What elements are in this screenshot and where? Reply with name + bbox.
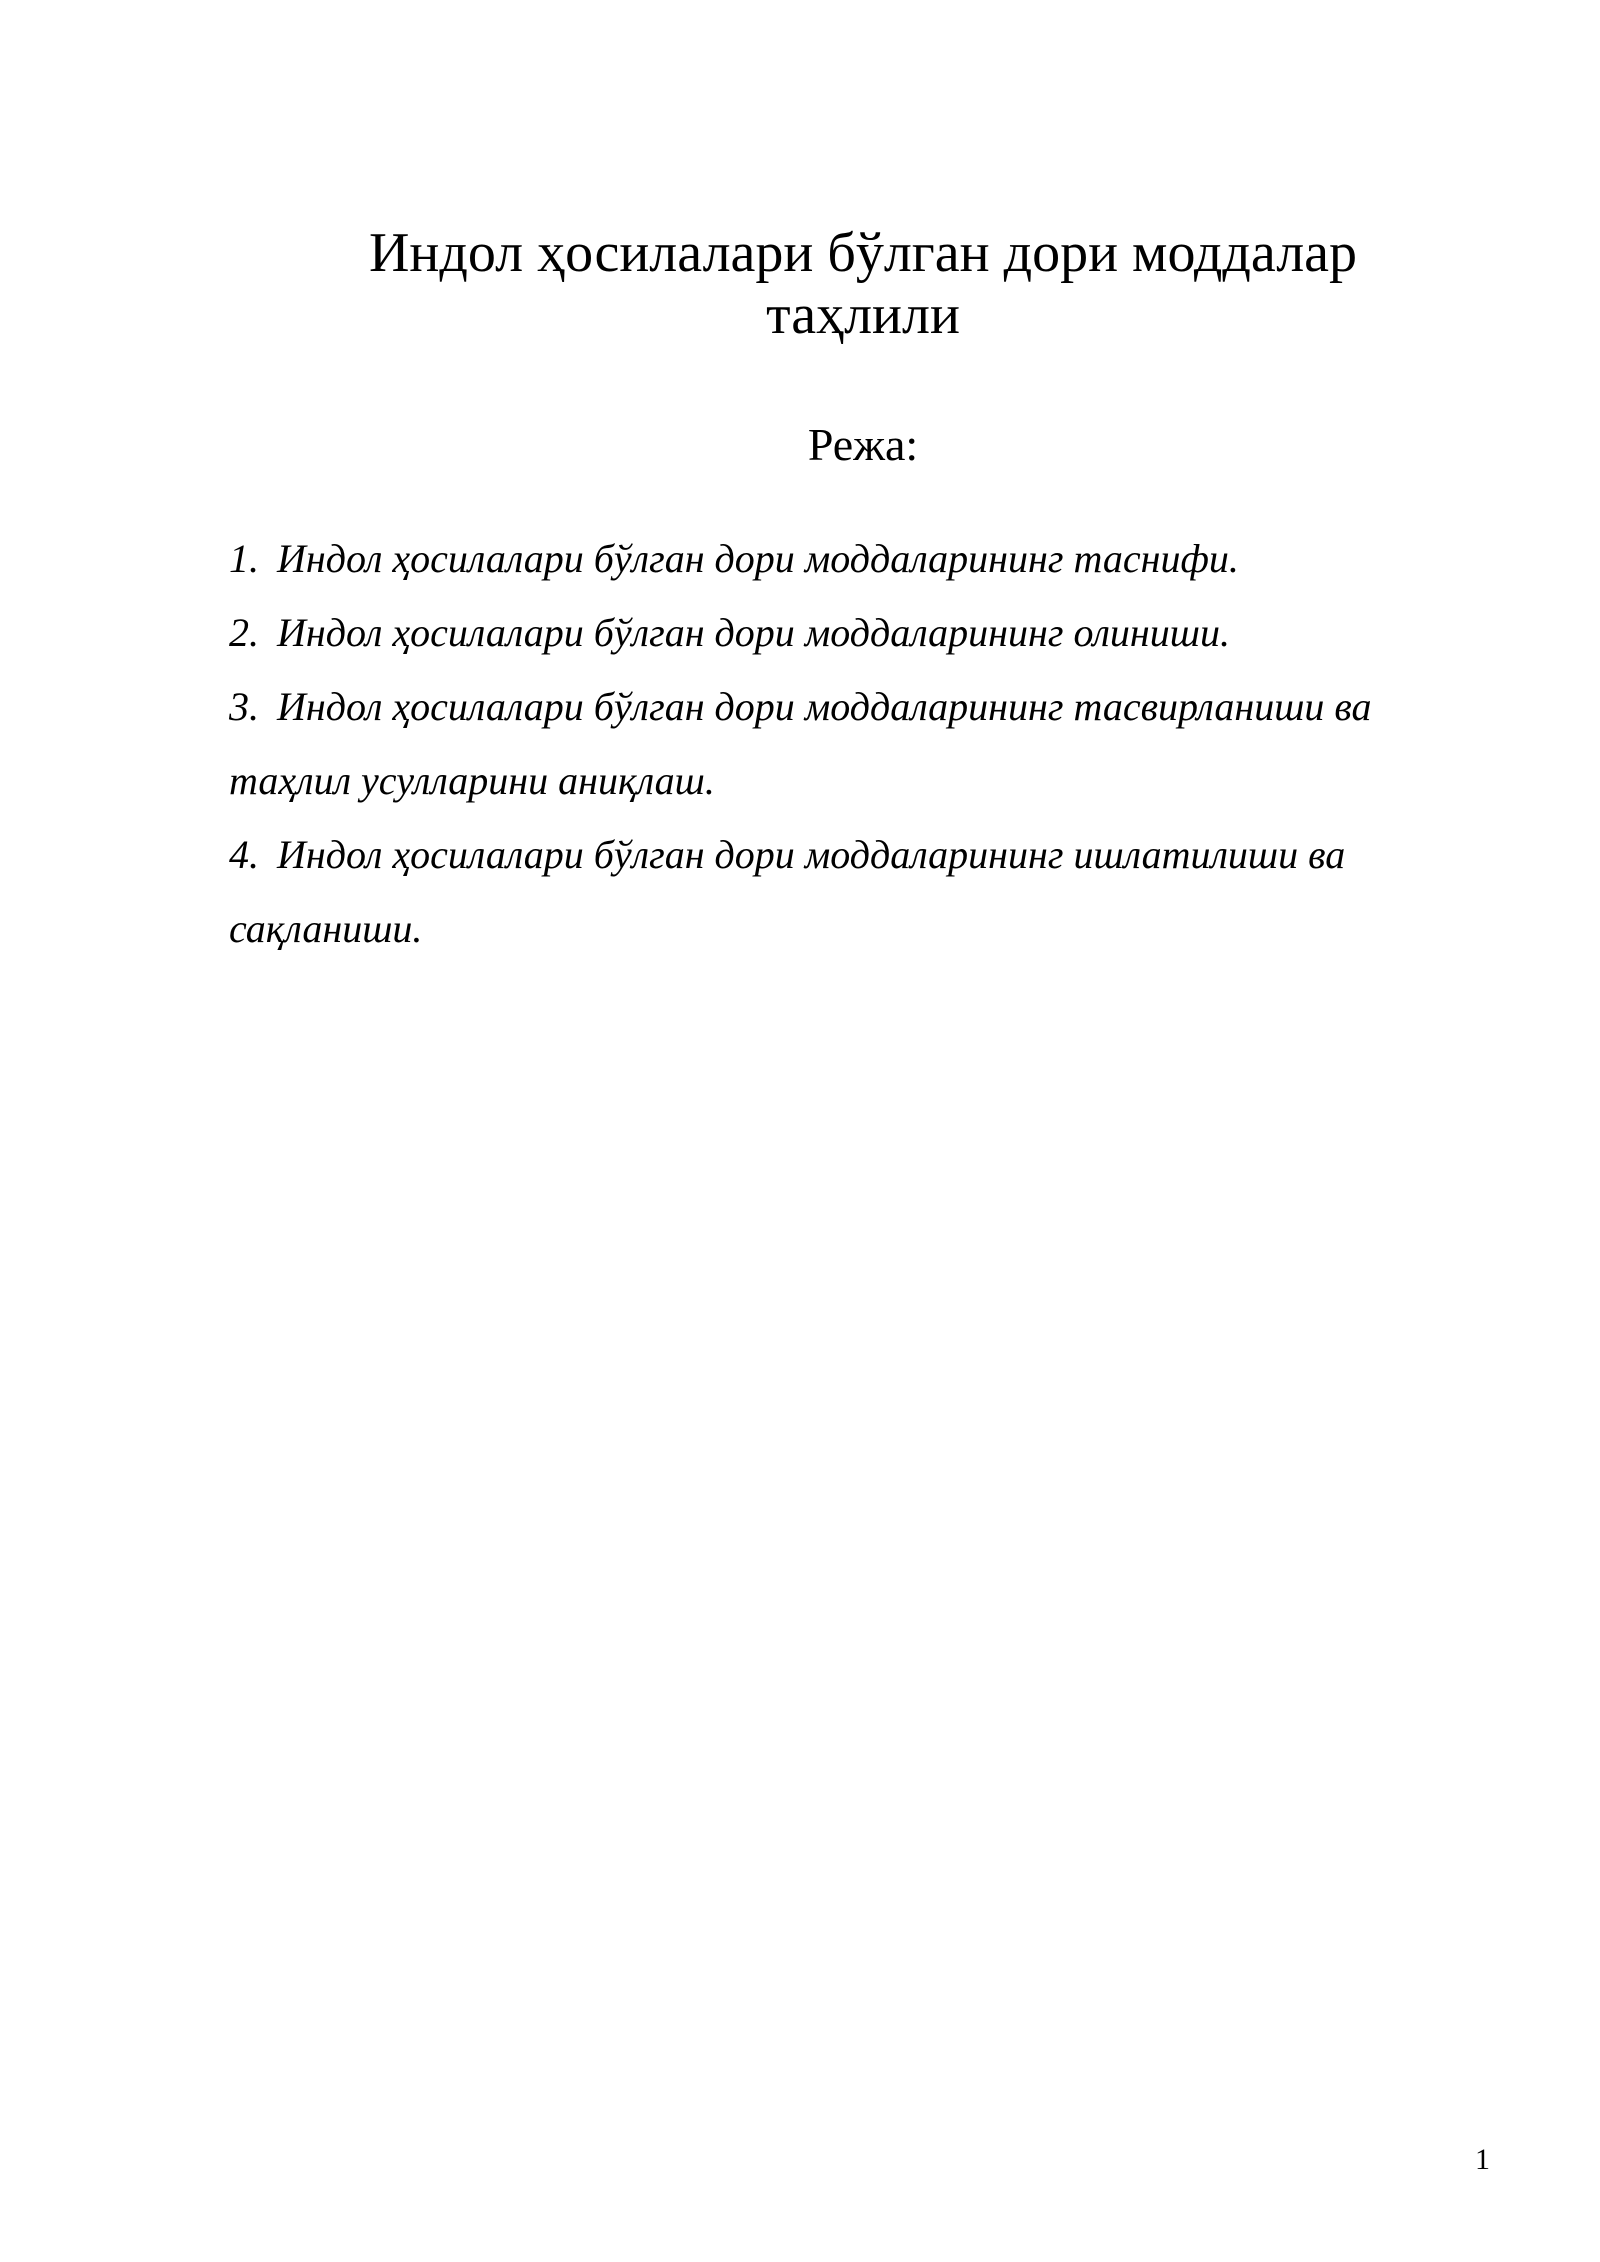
- plan-item-3: [229, 670, 1499, 744]
- title-line-2: таҳлили: [766, 284, 960, 346]
- plan-item-number: 2.: [229, 610, 259, 655]
- plan-item-2: [229, 596, 1499, 670]
- plan-item-text: Индол ҳосилалари бўлган дори моддаларининг ишлатилиши ва: [277, 832, 1346, 877]
- plan-item-text: Индол ҳосилалари бўлган дори моддаларининг тасвирланиши ва: [277, 684, 1372, 729]
- plan-item-1: [229, 522, 1499, 596]
- plan-item-number: 3.: [229, 684, 259, 729]
- plan-item-number: 1.: [229, 536, 259, 581]
- plan-item-text: Индол ҳосилалари бўлган дори моддаларининг олиниши.: [277, 610, 1230, 655]
- document-title: [230, 222, 1496, 346]
- plan-item-number: 4.: [229, 832, 259, 877]
- plan-heading: Режа:: [807, 419, 919, 470]
- plan-list: [229, 522, 1499, 966]
- page-number: 1: [1475, 2143, 1490, 2176]
- plan-item-text: сақланиши.: [229, 906, 423, 951]
- plan-item-4: [229, 818, 1499, 892]
- title-line-1: Индол ҳосилалари бўлган дори моддалар: [368, 222, 1358, 284]
- plan-item-3-continuation: [229, 744, 1499, 818]
- plan-item-4-continuation: [229, 892, 1499, 966]
- plan-item-text: таҳлил усулларини аниқлаш.: [229, 758, 715, 803]
- plan-item-text: Индол ҳосилалари бўлган дори моддаларининг таснифи.: [277, 536, 1239, 581]
